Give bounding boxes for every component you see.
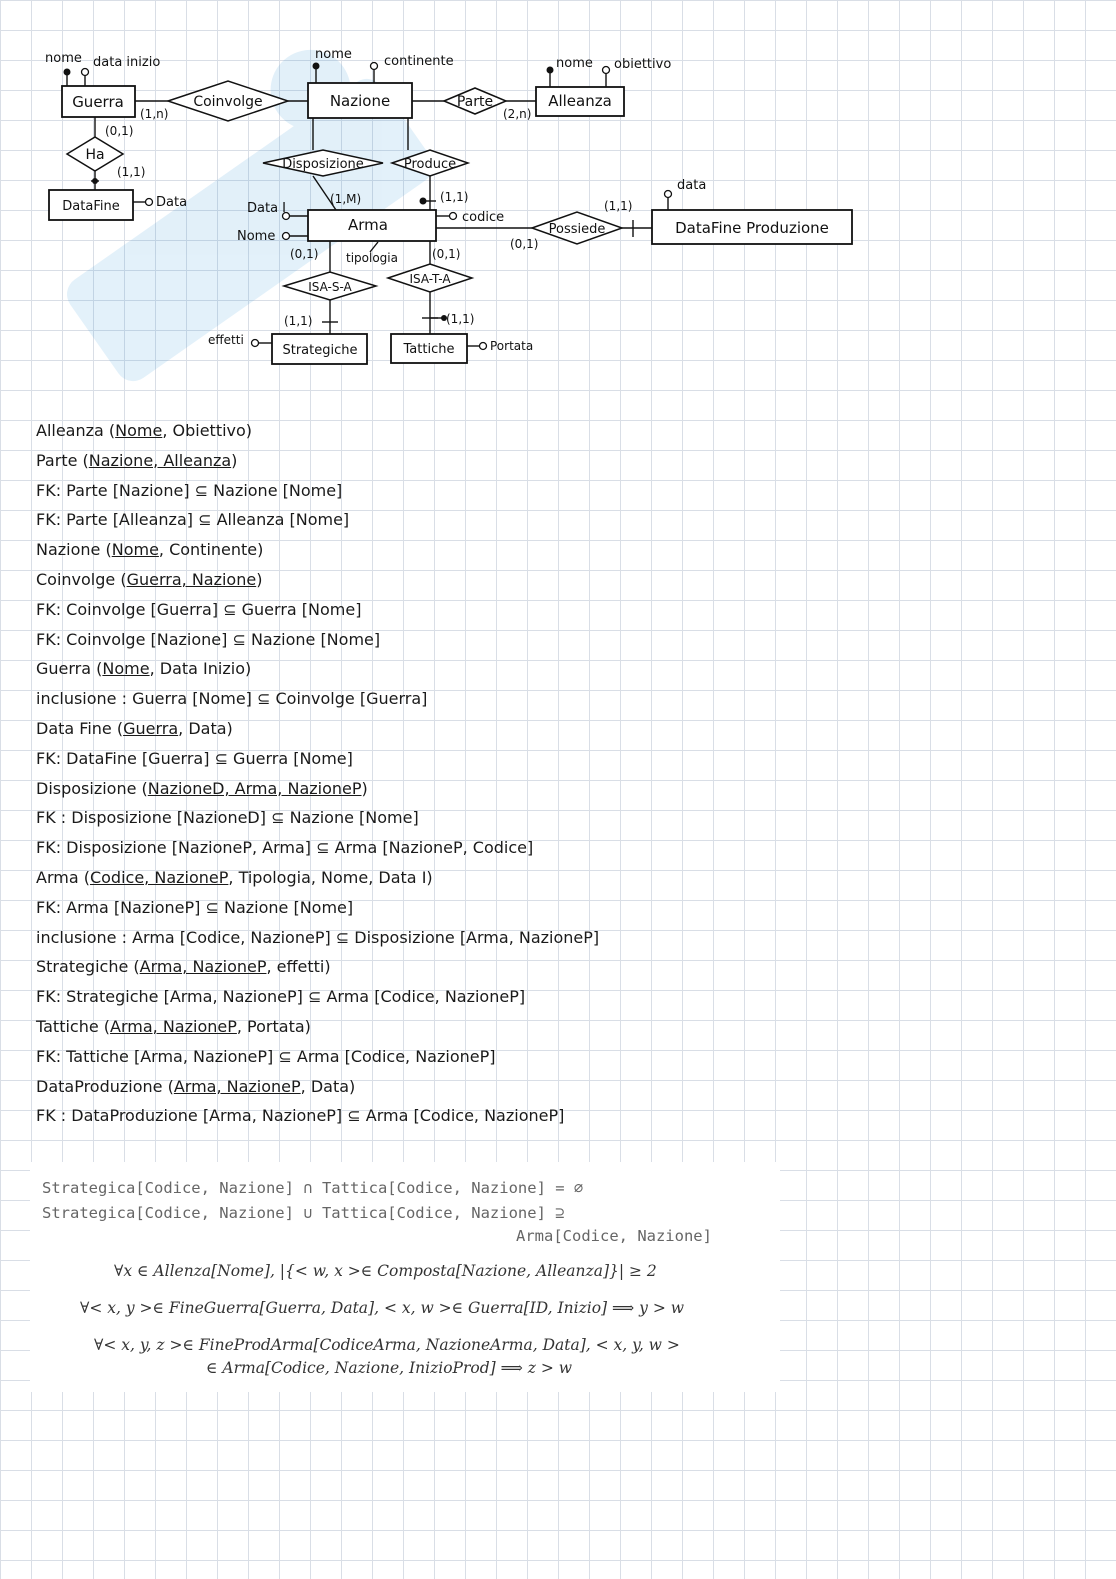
schema-row bbox=[36, 803, 796, 833]
entity-datafine-produzione bbox=[652, 210, 852, 244]
relationship-label: Produce bbox=[403, 157, 457, 172]
schema-text: , Obiettivo) bbox=[162, 421, 253, 440]
attribute-arma-codice: codice bbox=[462, 210, 505, 225]
constraint-cover-line2: Arma[Codice, Nazione] bbox=[516, 1227, 712, 1245]
cardinality-strategiche-isa: (1,1) bbox=[284, 314, 313, 328]
entity-datafine bbox=[49, 190, 133, 220]
schema-row bbox=[36, 744, 796, 774]
schema-text: FK: Tattiche [Arma, NazioneP] ⊆ Arma [Codice, NazioneP] bbox=[36, 1046, 496, 1066]
primary-key-underlined: Nome bbox=[115, 421, 163, 440]
schema-row bbox=[36, 505, 796, 535]
schema-text: , effetti) bbox=[266, 957, 331, 977]
schema-row bbox=[36, 982, 796, 1012]
constraint-disjoint: Strategica[Codice, Nazione] ∩ Tattica[Codice, Nazione] = ∅ bbox=[42, 1179, 584, 1197]
relationship-isa-s-a bbox=[284, 272, 376, 300]
schema-row bbox=[36, 774, 796, 804]
schema-key bbox=[110, 1017, 237, 1036]
schema-text: ) bbox=[361, 778, 368, 798]
schema-key bbox=[140, 957, 267, 976]
cardinality-arma-isa-t: (0,1) bbox=[432, 247, 461, 261]
primary-key-underlined: Guerra bbox=[123, 718, 179, 738]
attribute-tattiche-portata: Portata bbox=[490, 339, 534, 353]
schema-key bbox=[90, 868, 228, 887]
schema-text: Arma ( bbox=[36, 867, 90, 887]
schema-row bbox=[36, 714, 796, 744]
primary-key-underlined: Nome bbox=[111, 540, 159, 560]
cardinality-alleanza-parte: (2,n) bbox=[503, 107, 532, 121]
cardinality-guerra-ha: (0,1) bbox=[105, 124, 134, 138]
schema-row bbox=[36, 1012, 796, 1042]
entity-label: Tattiche bbox=[403, 342, 455, 357]
schema-text: , Tipologia, Nome, Data I) bbox=[228, 867, 433, 887]
primary-key-underlined: Arma, NazioneP bbox=[139, 957, 267, 977]
schema-text: FK: Parte [Alleanza] ⊆ Alleanza [Nome] bbox=[36, 510, 350, 530]
attribute-nazione-nome: nome bbox=[315, 47, 352, 62]
entity-arma bbox=[308, 210, 436, 241]
schema-key bbox=[102, 659, 149, 678]
schema-text: FK: Parte [Nazione] ⊆ Nazione [Nome] bbox=[36, 480, 343, 500]
schema-row bbox=[36, 565, 796, 595]
schema-text: DataProduzione ( bbox=[36, 1076, 174, 1096]
schema-key bbox=[123, 719, 178, 738]
entity-label: DataFine bbox=[62, 199, 120, 214]
entity-tattiche bbox=[391, 334, 467, 363]
entity-label: DataFine Produzione bbox=[675, 219, 829, 237]
schema-text: Data Fine ( bbox=[36, 718, 124, 738]
attribute-arma-datai: Data I bbox=[247, 201, 287, 216]
schema-text: FK: Disposizione [NazioneP, Arma] ⊆ Arma [NazioneP, Codice] bbox=[36, 838, 534, 858]
schema-text: Guerra ( bbox=[36, 659, 103, 679]
schema-row bbox=[36, 595, 796, 625]
constraint-fine-prod-line1: ∀< x, y, z >∈ FineProdArma[CodiceArma, NazioneArma, Data], < x, y, w > bbox=[94, 1336, 680, 1354]
relationship-label: ISA-S-A bbox=[308, 280, 352, 294]
primary-key-underlined: Codice, NazioneP bbox=[89, 867, 229, 887]
schema-text: ) bbox=[231, 450, 238, 470]
schema-row bbox=[36, 1101, 796, 1131]
primary-key-underlined: Guerra, Nazione bbox=[126, 569, 257, 589]
cardinality-arma-isa-s: (0,1) bbox=[290, 247, 319, 261]
cardinality-arma-disposizione: (1,M) bbox=[330, 192, 362, 206]
attribute-alleanza-nome: nome bbox=[556, 56, 593, 71]
relationship-label: Ha bbox=[85, 147, 105, 163]
schema-text: FK: DataFine [Guerra] ⊆ Guerra [Nome] bbox=[36, 748, 353, 768]
entity-guerra bbox=[62, 86, 135, 117]
schema-text: Strategiche ( bbox=[36, 957, 140, 977]
schema-key bbox=[89, 451, 231, 470]
relationship-ha bbox=[67, 137, 123, 171]
schema-row bbox=[36, 416, 796, 446]
schema-row bbox=[36, 923, 796, 953]
schema-text: , Data) bbox=[300, 1076, 356, 1096]
cardinality-arma-produce: (1,1) bbox=[440, 190, 469, 204]
schema-text: FK: Strategiche [Arma, NazioneP] ⊆ Arma [Codice, NazioneP] bbox=[36, 987, 526, 1007]
schema-text: inclusione : Guerra [Nome] ⊆ Coinvolge [Guerra] bbox=[36, 689, 428, 709]
schema-text: , Portata) bbox=[236, 1016, 311, 1036]
cardinality-tattiche-isa: (1,1) bbox=[446, 312, 475, 326]
schema-row bbox=[36, 446, 796, 476]
entity-label: Strategiche bbox=[282, 343, 358, 358]
entity-label: Arma bbox=[348, 216, 388, 234]
relationship-label: Parte bbox=[456, 94, 494, 110]
schema-row bbox=[36, 1072, 796, 1102]
schema-text: Tattiche ( bbox=[36, 1016, 111, 1036]
schema-text: Nazione ( bbox=[36, 540, 112, 560]
attribute-arma-nome: Nome bbox=[237, 229, 276, 244]
schema-text: Alleanza ( bbox=[36, 421, 116, 440]
relationship-label: ISA-T-A bbox=[409, 272, 451, 286]
attribute-guerra-nome: nome bbox=[45, 51, 82, 66]
attribute-arma-tipologia: tipologia bbox=[346, 251, 398, 265]
entity-label: Alleanza bbox=[548, 92, 612, 110]
schema-text: Parte ( bbox=[36, 450, 89, 470]
schema-row bbox=[36, 893, 796, 923]
primary-key-underlined: NazioneD, Arma, NazioneP bbox=[147, 778, 362, 798]
entity-alleanza bbox=[536, 87, 624, 116]
attribute-strategiche-effetti: effetti bbox=[208, 333, 244, 347]
schema-text: Coinvolge ( bbox=[36, 569, 127, 589]
relationship-label: Possiede bbox=[548, 222, 606, 237]
schema-key bbox=[112, 540, 159, 559]
entity-label: Guerra bbox=[72, 93, 124, 111]
relationship-coinvolge bbox=[168, 81, 288, 121]
attribute-guerra-data-inizio: data inizio bbox=[93, 55, 161, 70]
schema-text: FK: Arma [NazioneP] ⊆ Nazione [Nome] bbox=[36, 897, 354, 917]
schema-row bbox=[36, 863, 796, 893]
schema-key bbox=[115, 421, 162, 440]
constraint-fine-prod-line2: ∈ Arma[Codice, Nazione, InizioProd] ⟹ z > w bbox=[206, 1359, 573, 1377]
schema-text: ) bbox=[256, 569, 263, 589]
cardinality-arma-possiede: (0,1) bbox=[510, 237, 539, 251]
relationship-possiede bbox=[532, 212, 622, 244]
schema-row bbox=[36, 684, 796, 714]
constraint-alleanza-min2: ∀x ∈ Allenza[Nome], |{< w, x >∈ Composta[Nazione, Alleanza]}| ≥ 2 bbox=[114, 1262, 657, 1280]
attribute-nazione-continente: continente bbox=[384, 54, 454, 69]
entity-nazione bbox=[308, 83, 412, 118]
schema-row bbox=[36, 952, 796, 982]
schema-text: Disposizione ( bbox=[36, 778, 148, 798]
constraint-fine-guerra: ∀< x, y >∈ FineGuerra[Guerra, Data], < x, w >∈ Guerra[ID, Inizio] ⟹ y > w bbox=[80, 1299, 685, 1317]
entity-label: Nazione bbox=[329, 92, 391, 110]
schema-text: FK : DataProduzione [Arma, NazioneP] ⊆ Arma [Codice, NazioneP] bbox=[36, 1106, 565, 1126]
relationship-disposizione bbox=[263, 150, 383, 176]
schema-text: FK : Disposizione [NazioneD] ⊆ Nazione [Nome] bbox=[36, 808, 419, 828]
cardinality-guerra-coinvolge: (1,n) bbox=[140, 107, 169, 121]
schema-key bbox=[127, 570, 257, 589]
relationship-label: Disposizione bbox=[282, 157, 364, 172]
primary-key-underlined: Arma, NazioneP bbox=[173, 1076, 301, 1096]
schema-row bbox=[36, 476, 796, 506]
attribute-datafine-data: Data bbox=[156, 195, 188, 210]
attribute-dfp-data: data bbox=[677, 178, 707, 193]
schema-text: , Continente) bbox=[158, 540, 264, 560]
schema-key bbox=[174, 1077, 301, 1096]
schema-text: FK: Coinvolge [Guerra] ⊆ Guerra [Nome] bbox=[36, 599, 362, 619]
schema-row bbox=[36, 833, 796, 863]
schema-row bbox=[36, 625, 796, 655]
entity-strategiche bbox=[272, 334, 367, 364]
schema-text: inclusione : Arma [Codice, NazioneP] ⊆ Disposizione [Arma, NazioneP] bbox=[36, 927, 600, 947]
primary-key-underlined: Nome bbox=[102, 659, 150, 679]
schema-text: FK: Coinvolge [Nazione] ⊆ Nazione [Nome] bbox=[36, 629, 381, 649]
schema-text: , Data Inizio) bbox=[149, 659, 252, 679]
schema-text: , Data) bbox=[178, 718, 233, 738]
relationship-parte bbox=[444, 88, 506, 114]
er-diagram bbox=[0, 0, 1116, 400]
schema-row bbox=[36, 535, 796, 565]
cardinality-datafine-ha: (1,1) bbox=[117, 165, 146, 179]
attribute-alleanza-obiettivo: obiettivo bbox=[614, 57, 672, 72]
relationship-produce bbox=[392, 150, 468, 176]
constraints-block bbox=[30, 1162, 780, 1392]
schema-row bbox=[36, 654, 796, 684]
cardinality-dfp-possiede: (1,1) bbox=[604, 199, 633, 213]
primary-key-underlined: Nazione, Alleanza bbox=[88, 450, 232, 470]
relationship-isa-t-a bbox=[388, 264, 472, 292]
primary-key-underlined: Arma, NazioneP bbox=[110, 1016, 237, 1036]
constraint-cover-line1: Strategica[Codice, Nazione] ∪ Tattica[Codice, Nazione] ⊇ bbox=[42, 1204, 565, 1222]
relationship-label: Coinvolge bbox=[193, 94, 263, 110]
schema-row bbox=[36, 1042, 796, 1072]
schema-key bbox=[148, 779, 362, 798]
relational-schema bbox=[36, 416, 796, 1131]
